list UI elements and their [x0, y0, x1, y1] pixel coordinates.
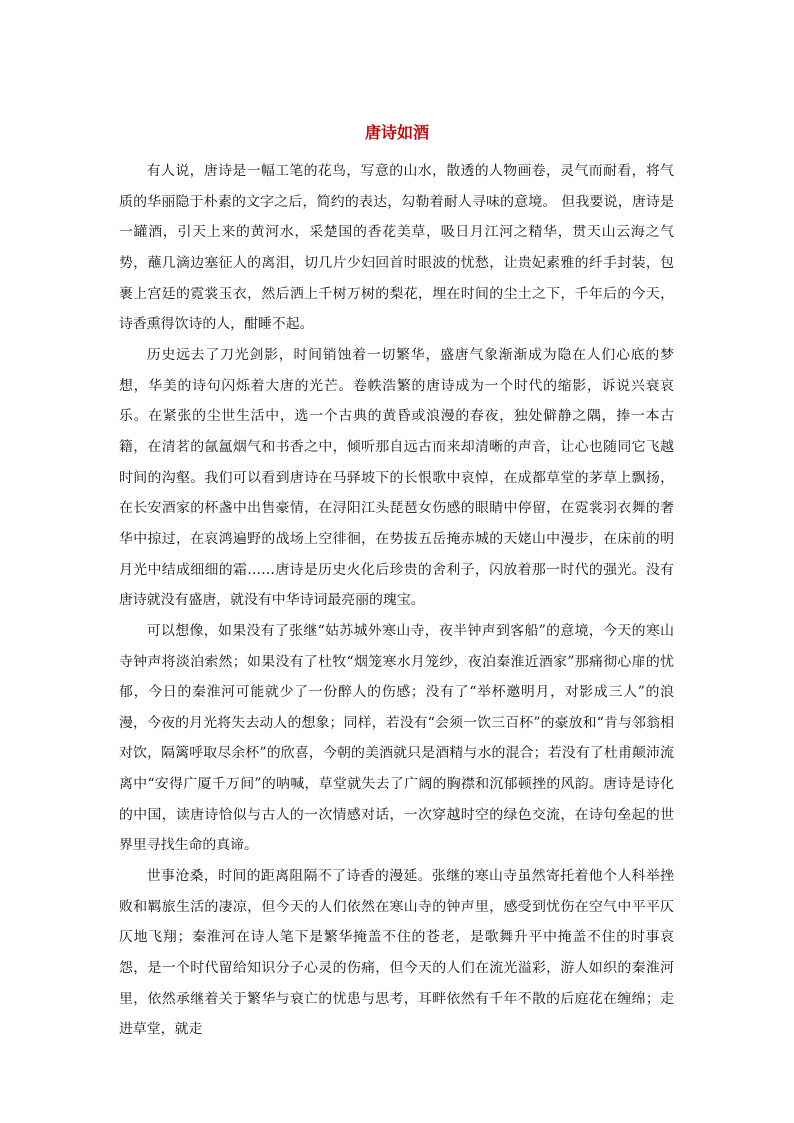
paragraph-2: 历史远去了刀光剑影，时间销蚀着一切繁华，盛唐气象渐渐成为隐在人们心底的梦想，华美的诗句闪烁着大唐的光芒。卷帙浩繁的唐诗成为一个时代的缩影，诉说兴衰哀乐。在紧张的尘世生活中，选一个古典的黄昏或浪漫的春夜，独处僻静之隅，捧一本古籍，在清茗的氤氲烟气和书香之中，倾听那自远古而来却清晰的声音，让心也随同它飞越时间的沟壑。我们可以看到唐诗在马驿坡下的长恨歌中哀悼，在成都草堂的茅草上飘扬，在长安酒家的杯盏中出售豪情，在浔阳江头琵琶女伤感的眼睛中停留，在霓裳羽衣舞的奢华中掠过，在哀鸿遍野的战场上空徘徊，在势拔五岳掩赤城的天姥山中漫步，在床前的明月光中结成细细的霜……唐诗是历史火化后珍贵的舍利子，闪放着那一时代的强光。没有唐诗就没有盛唐，就没有中华诗词最亮丽的瑰宝。	[119, 346, 674, 609]
article-title: 唐诗如酒	[364, 123, 429, 142]
article-body	[119, 156, 674, 1045]
paragraph-4: 世事沧桑，时间的距离阻隔不了诗香的漫延。张继的寒山寺虽然寄托着他个人科举挫败和羁旅生活的凄凉，但今天的人们依然在寒山寺的钟声里，感受到忧伤在空气中平平仄仄地飞翔；秦淮河在诗人笔下是繁华掩盖不住的苍老，是歌舞升平中掩盖不住的时事哀怨，是一个时代留给知识分子心灵的伤痛，但今天的人们在流光溢彩，游人如织的秦淮河里，依然承继着关于繁华与衰亡的忧患与思考，耳畔依然有千年不散的后庭花在缠绵；走进草堂，就走	[119, 868, 674, 1038]
paragraph-3: 可以想像，如果没有了张继“姑苏城外寒山寺，夜半钟声到客船”的意境，今天的寒山寺钟声将淡泊索然；如果没有了杜牧“烟笼寒水月笼纱，夜泊秦淮近酒家”那痛彻心扉的忧郁，今日的秦淮河可能就少了一份醉人的伤感；没有了“举杯邀明月，对影成三人”的浪漫，今夜的月光将失去动人的想象；同样，若没有“会须一饮三百杯”的豪放和“肯与邻翁相对饮，隔篱呼取尽余杯”的欣喜，今朝的美酒就只是酒精与水的混合；若没有了杜甫颠沛流离中“安得广厦千万间”的呐喊，草堂就失去了广阔的胸襟和沉郁顿挫的风韵。唐诗是诗化的中国，读唐诗恰似与古人的一次情感对话，一次穿越时空的绿色交流，在诗句垒起的世界里寻找生命的真谛。	[119, 622, 674, 854]
paragraph-1: 有人说，唐诗是一幅工笔的花鸟，写意的山水，散透的人物画卷，灵气而耐看，将气质的华丽隐于朴素的文字之后，简约的表达，勾勒着耐人寻味的意境。 但我要说，唐诗是一罐酒，引天上来的黄河水，采楚国的香花美草，吸日月江河之精华，贯天山云海之气势，蘸几滴边塞征人的离泪，切几片少妇回首时眼波的忧愁，让贵妃素雅的纤手封装，包裹上宫廷的霓裳玉衣，然后洒上千树万树的梨花，埋在时间的尘土之下，千年后的今天，诗香熏得饮诗的人，酣睡不起。	[119, 163, 674, 333]
